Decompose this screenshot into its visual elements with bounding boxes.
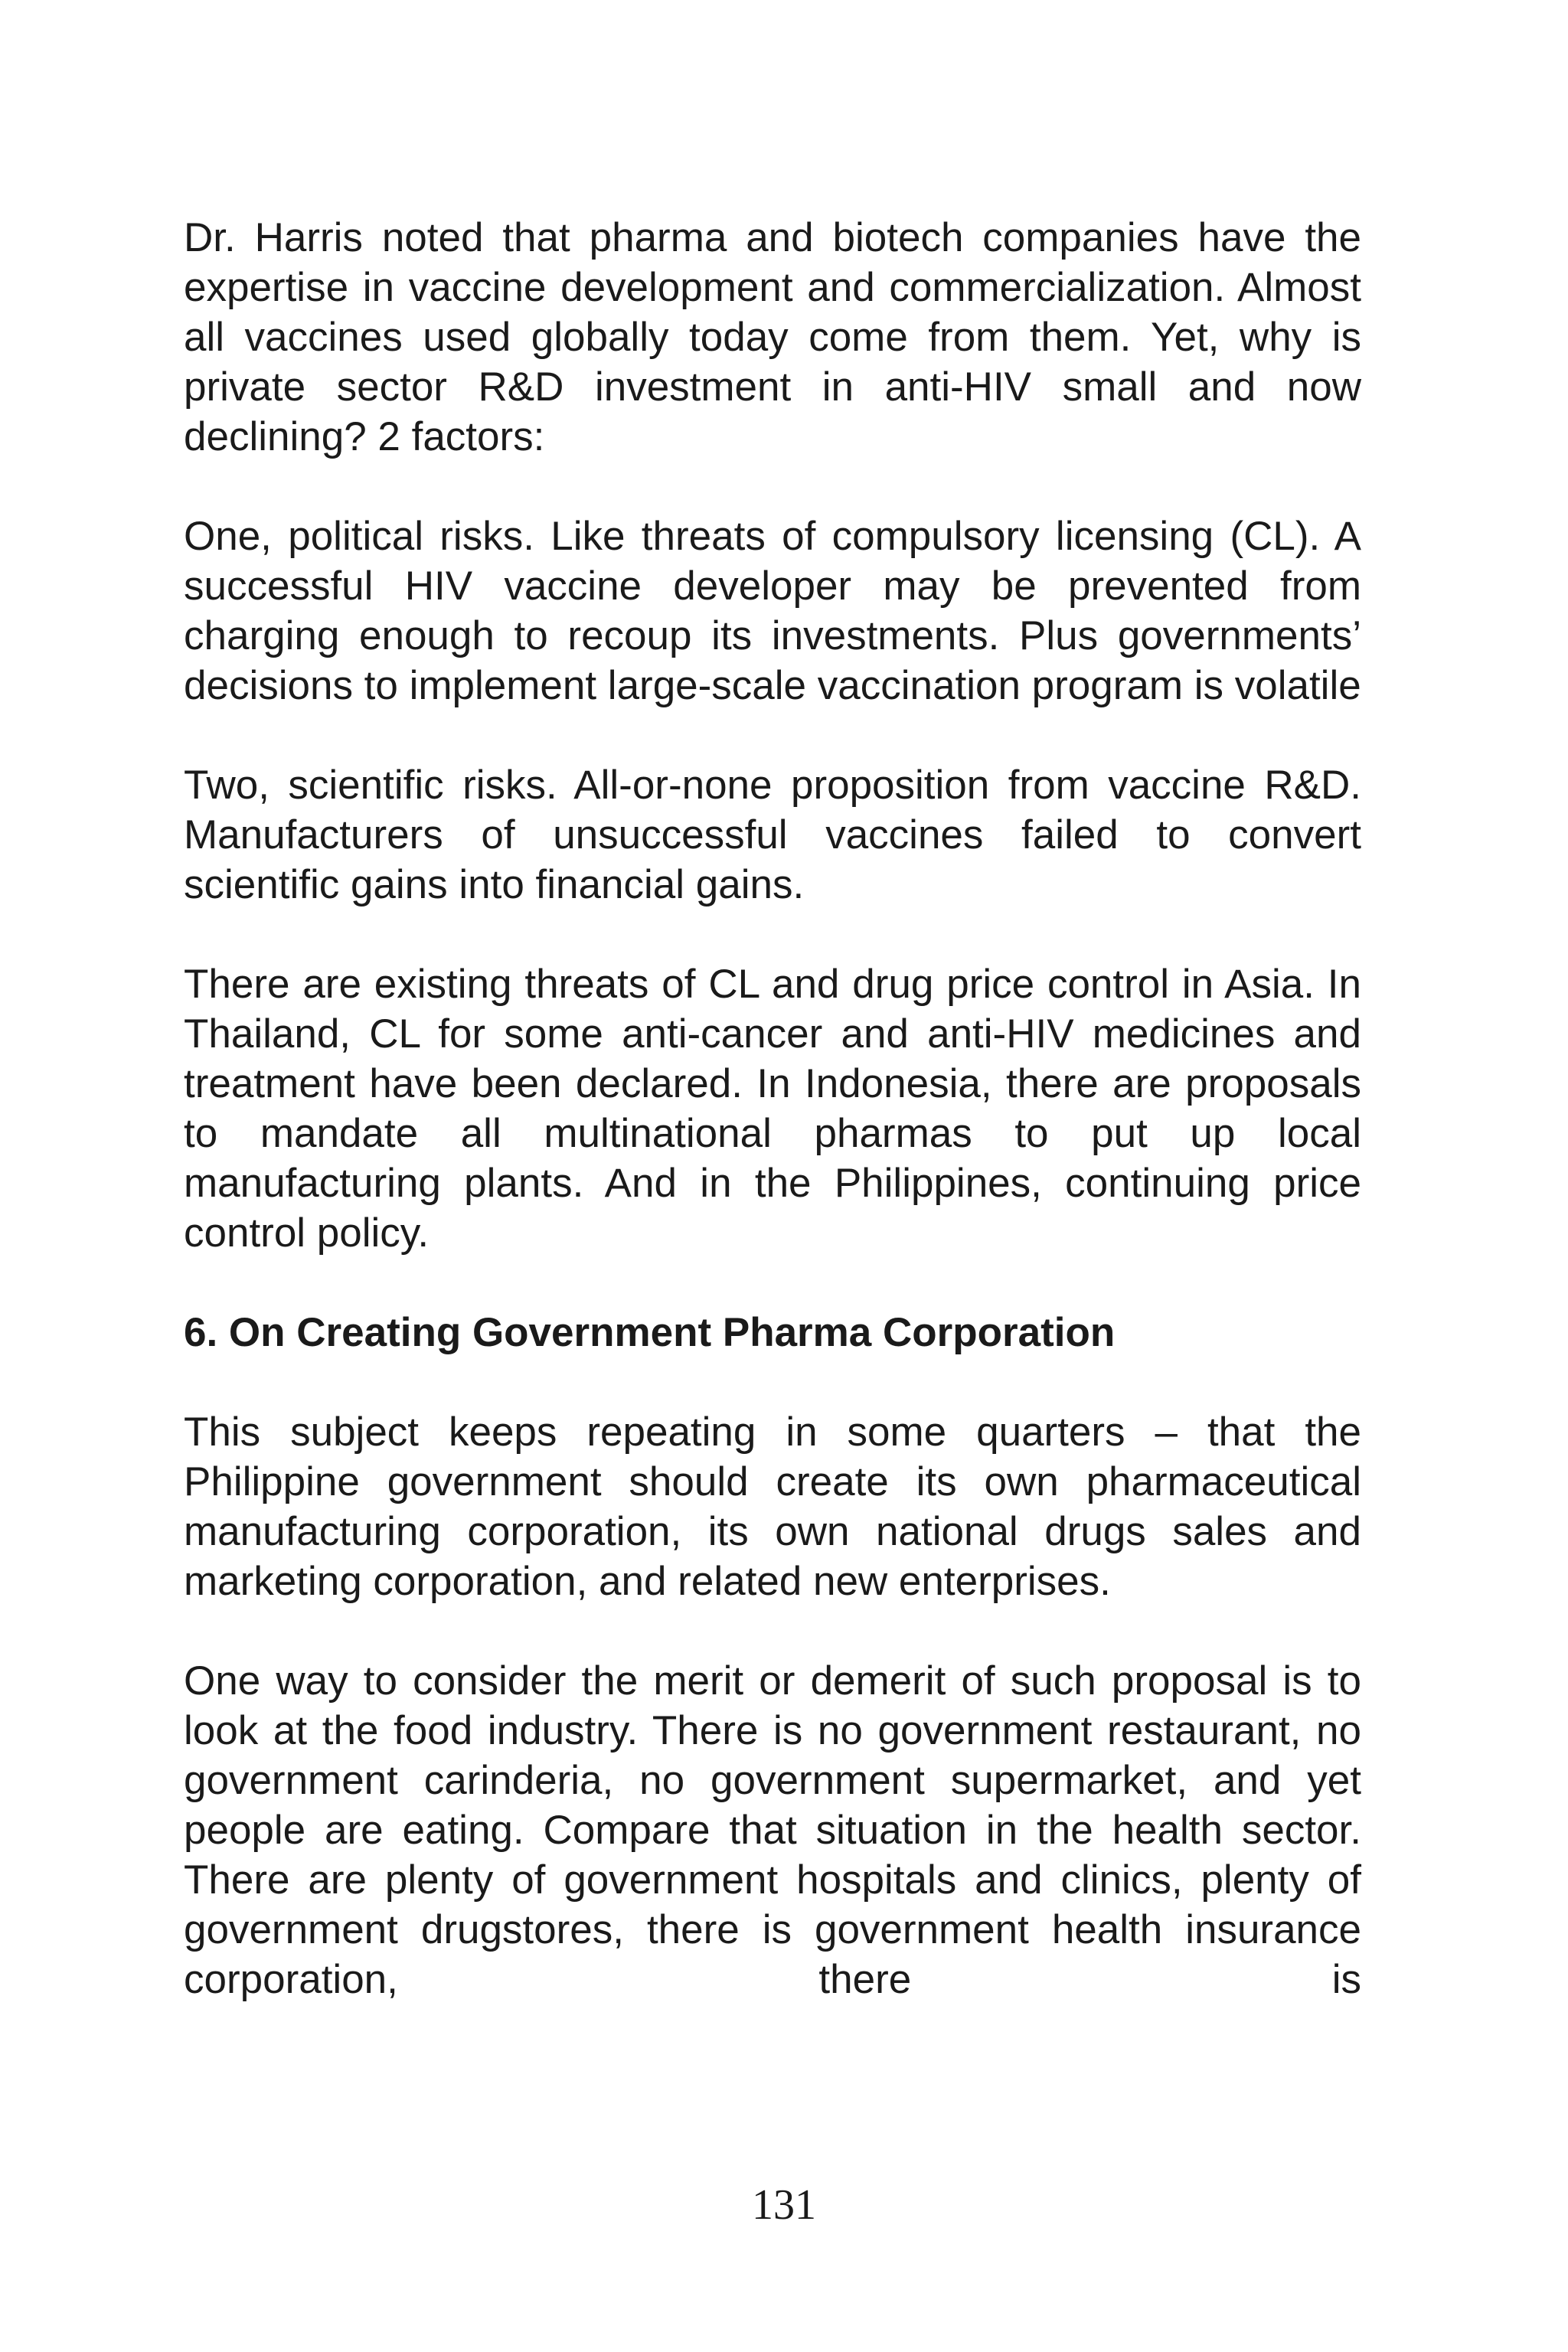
page-number: 131 (752, 2181, 816, 2229)
paragraph-political-risks: One, political risks. Like threats of compulsory licensing (CL). A successful HIV vaccine developer may be prevented from charging enough to recoup its investments. Plus governments’ decisions to implement large-scale vaccination program is volatile (184, 514, 1361, 708)
paragraph-asia-threats: There are existing threats of CL and drug price control in Asia. In Thailand, CL for some anti-cancer and anti-HIV medicines and treatment have been declared. In Indonesia, there are proposals to mandate all multinational pharmas to put up local manufacturing plants. And in the Philippines, continuing price control policy. (184, 962, 1361, 1256)
paragraph-subject-repeating: This subject keeps repeating in some quarters – that the Philippine government should create its own pharmaceutical manufacturing corporation, its own national drugs sales and marketing corporation, and related new enterprises. (184, 1410, 1361, 1604)
section-heading: 6. On Creating Government Pharma Corporation (184, 1310, 1116, 1355)
paragraph-harris-note: Dr. Harris noted that pharma and biotech companies have the expertise in vaccine development and commercialization. Almost all vaccines used globally today come from them. Yet, why is private sector R&D investment in anti-HIV small and now declining? 2 factors: (184, 215, 1361, 459)
paragraph-food-industry: One way to consider the merit or demerit of such proposal is to look at the food industry. There is no government restaurant, no government carinderia, no government supermarket, and yet people are eating. Compare that situation in the health sector. There are plenty of government hospitals and clinics, plenty of government drugstores, there is government health insurance corporation, there is (184, 1658, 1361, 2002)
paragraph-scientific-risks: Two, scientific risks. All-or-none proposition from vaccine R&D. Manufacturers of unsuccessful vaccines failed to convert scientific gains into financial gains. (184, 763, 1361, 907)
page-body (184, 213, 1361, 2004)
